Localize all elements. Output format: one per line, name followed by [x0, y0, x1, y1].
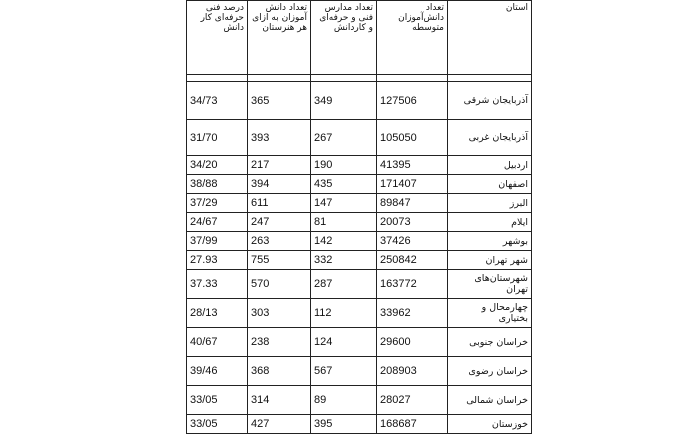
- province-stats-table: [186, 0, 532, 434]
- table-row: [187, 270, 532, 299]
- cell-schools: 142: [311, 232, 377, 251]
- header-spacer-row: [187, 75, 532, 82]
- cell-per-school: 368: [248, 357, 311, 386]
- table-row: [187, 232, 532, 251]
- cell-province: اردبیل: [448, 156, 532, 175]
- table-row: [187, 213, 532, 232]
- cell-province: اصفهان: [448, 175, 532, 194]
- cell-pct: 38/88: [187, 175, 248, 194]
- cell-per-school: 238: [248, 328, 311, 357]
- cell-pct: 33/05: [187, 415, 248, 434]
- table-row: [187, 120, 532, 156]
- cell-schools: 287: [311, 270, 377, 299]
- cell-province: بوشهر: [448, 232, 532, 251]
- cell-province: آذربایجان شرقی: [448, 82, 532, 120]
- table-row: [187, 251, 532, 270]
- cell-schools: 267: [311, 120, 377, 156]
- table-row: [187, 156, 532, 175]
- cell-per-school: 570: [248, 270, 311, 299]
- cell-pct: 37.33: [187, 270, 248, 299]
- cell-province: شهرستان‌های تهران: [448, 270, 532, 299]
- cell-students: 28027: [377, 386, 448, 415]
- table-row: [187, 175, 532, 194]
- cell-pct: 39/46: [187, 357, 248, 386]
- cell-schools: 147: [311, 194, 377, 213]
- cell-schools: 112: [311, 299, 377, 328]
- cell-province: چهارمحال و بختیاری: [448, 299, 532, 328]
- cell-pct: 34/73: [187, 82, 248, 120]
- cell-province: خراسان جنوبی: [448, 328, 532, 357]
- cell-students: 37426: [377, 232, 448, 251]
- header-students: تعداد دانش‌آموزان متوسطه: [377, 1, 448, 75]
- table-row: [187, 194, 532, 213]
- cell-students: 168687: [377, 415, 448, 434]
- cell-pct: 37/29: [187, 194, 248, 213]
- cell-per-school: 247: [248, 213, 311, 232]
- cell-schools: 332: [311, 251, 377, 270]
- cell-per-school: 611: [248, 194, 311, 213]
- cell-pct: 28/13: [187, 299, 248, 328]
- table-row: [187, 328, 532, 357]
- cell-pct: 34/20: [187, 156, 248, 175]
- cell-students: 29600: [377, 328, 448, 357]
- header-pct: درصد فنی حرفه‌ای کار دانش: [187, 1, 248, 75]
- header-schools: تعداد مدارس فنی و حرفه‌ای و کاردانش: [311, 1, 377, 75]
- cell-province: خراسان شمالی: [448, 386, 532, 415]
- cell-students: 208903: [377, 357, 448, 386]
- cell-schools: 395: [311, 415, 377, 434]
- cell-schools: 81: [311, 213, 377, 232]
- cell-pct: 24/67: [187, 213, 248, 232]
- table-row: [187, 386, 532, 415]
- cell-pct: 40/67: [187, 328, 248, 357]
- cell-students: 89847: [377, 194, 448, 213]
- cell-per-school: 427: [248, 415, 311, 434]
- cell-province: خوزستان: [448, 415, 532, 434]
- cell-students: 105050: [377, 120, 448, 156]
- table-row: [187, 82, 532, 120]
- header-per-school: تعداد دانش آموزان به ازای هر هنرستان: [248, 1, 311, 75]
- table-row: [187, 299, 532, 328]
- cell-schools: 124: [311, 328, 377, 357]
- cell-pct: 37/99: [187, 232, 248, 251]
- cell-students: 127506: [377, 82, 448, 120]
- header-province: استان: [448, 1, 532, 75]
- table-body: [187, 82, 532, 434]
- cell-per-school: 303: [248, 299, 311, 328]
- cell-schools: 349: [311, 82, 377, 120]
- cell-per-school: 393: [248, 120, 311, 156]
- cell-pct: 27.93: [187, 251, 248, 270]
- cell-province: ایلام: [448, 213, 532, 232]
- cell-province: شهر تهران: [448, 251, 532, 270]
- cell-per-school: 394: [248, 175, 311, 194]
- cell-province: البرز: [448, 194, 532, 213]
- cell-students: 171407: [377, 175, 448, 194]
- cell-pct: 31/70: [187, 120, 248, 156]
- cell-per-school: 217: [248, 156, 311, 175]
- cell-province: آذربایجان غربی: [448, 120, 532, 156]
- cell-pct: 33/05: [187, 386, 248, 415]
- cell-schools: 89: [311, 386, 377, 415]
- cell-students: 250842: [377, 251, 448, 270]
- table-row: [187, 357, 532, 386]
- header-row: [187, 1, 532, 75]
- cell-schools: 567: [311, 357, 377, 386]
- cell-schools: 190: [311, 156, 377, 175]
- cell-students: 41395: [377, 156, 448, 175]
- cell-students: 33962: [377, 299, 448, 328]
- cell-per-school: 263: [248, 232, 311, 251]
- cell-students: 20073: [377, 213, 448, 232]
- cell-per-school: 755: [248, 251, 311, 270]
- cell-province: خراسان رضوی: [448, 357, 532, 386]
- table-row: [187, 415, 532, 434]
- cell-schools: 435: [311, 175, 377, 194]
- cell-per-school: 314: [248, 386, 311, 415]
- cell-students: 163772: [377, 270, 448, 299]
- cell-per-school: 365: [248, 82, 311, 120]
